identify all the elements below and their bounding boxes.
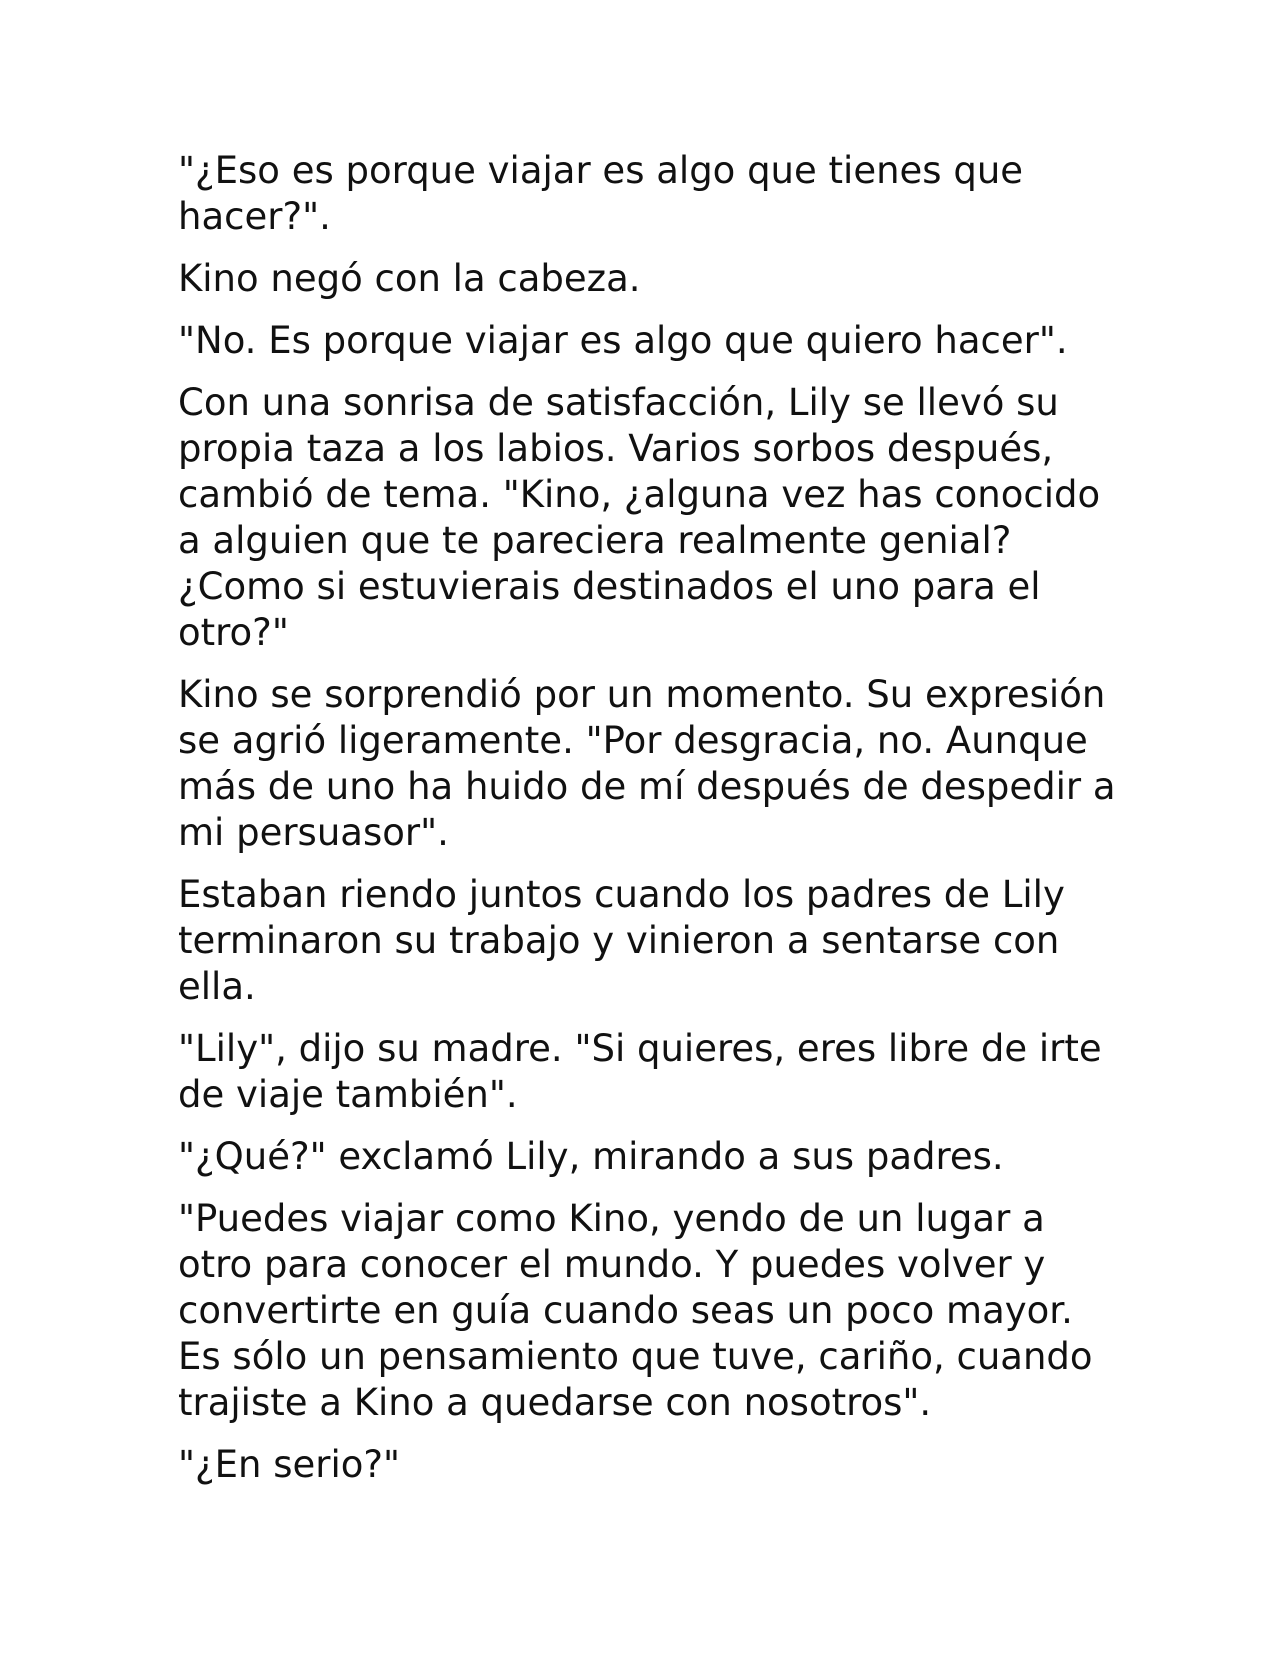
paragraph: "No. Es porque viajar es algo que quiero hacer". [178, 319, 1068, 362]
paragraph: "¿Eso es porque viajar es algo que tienes que hacer?". [178, 149, 1024, 238]
paragraph: "¿En serio?" [178, 1443, 401, 1486]
paragraph: "Puedes viajar como Kino, yendo de un lugar a otro para conocer el mundo. Y puedes volver y convertirte en guía cuando seas un poco mayor. Es sólo un pensamiento que tuve, cariño, cuando trajiste a Kino a quedarse con nosotros". [178, 1197, 1093, 1424]
paragraph: Con una sonrisa de satisfacción, Lily se llevó su propia taza a los labios. Varios sorbos después, cambió de tema. "Kino, ¿alguna vez has conocido a alguien que te pareciera realmente genial? ¿Como si estuvierais destinados el uno para el otro?" [178, 381, 1101, 654]
paragraph: "¿Qué?" exclamó Lily, mirando a sus padres. [178, 1135, 1004, 1178]
paragraph: Estaban riendo juntos cuando los padres de Lily terminaron su trabajo y vinieron a sentarse con ella. [178, 873, 1065, 1008]
paragraph: Kino negó con la cabeza. [178, 257, 641, 300]
paragraph: Kino se sorprendió por un momento. Su expresión se agrió ligeramente. "Por desgracia, no. Aunque más de uno ha huido de mí después de despedir a mi persuasor". [178, 673, 1116, 854]
paragraph: "Lily", dijo su madre. "Si quieres, eres libre de irte de viaje también". [178, 1027, 1102, 1116]
text-body [178, 148, 1118, 1504]
